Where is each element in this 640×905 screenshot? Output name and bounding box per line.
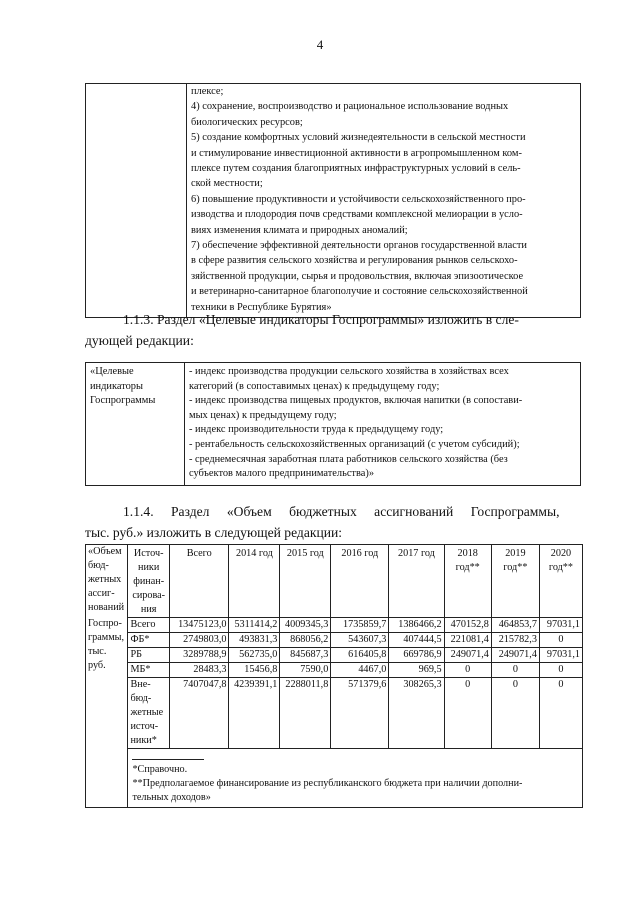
cell-2014: 15456,8 (229, 663, 280, 678)
indicator-line: - рентабельность сельскохозяйственных организаций (с учетом субсидий); (189, 438, 520, 450)
goals-line: в сфере развития сельского хозяйства и регулирования рынков сельскохо- (191, 255, 518, 267)
budget-notes (128, 749, 583, 808)
table-row (86, 648, 583, 663)
cell-2020: 97031,1 (539, 648, 582, 663)
cell-2015: 4009345,3 (280, 618, 331, 633)
cell-total: 2749803,0 (169, 633, 229, 648)
cell-total: 3289788,9 (169, 648, 229, 663)
header-2019 (491, 545, 539, 618)
indicators-label-line: Госпрограммы (90, 395, 156, 407)
cell-2018: 470152,8 (444, 618, 491, 633)
cell-2014: 562735,0 (229, 648, 280, 663)
cell-2016: 571379,6 (331, 678, 389, 749)
cell-2015: 2288011,8 (280, 678, 331, 749)
cell-2016: 616405,8 (331, 648, 389, 663)
header-2016: 2016 год (331, 545, 389, 618)
cell-2014: 5311414,2 (229, 618, 280, 633)
cell-2018: 0 (444, 678, 491, 749)
cell-total: 13475123,0 (169, 618, 229, 633)
footnote-1: *Справочно. (132, 764, 188, 775)
budget-label-line: граммы, (88, 632, 125, 643)
budget-label-line: жетных (88, 574, 122, 585)
budget-label-line: «Объем (88, 546, 122, 557)
cell-2019: 215782,3 (491, 633, 539, 648)
goals-table-label-cell (86, 84, 187, 318)
cell-2016: 1735859,7 (331, 618, 389, 633)
page-number: 4 (316, 37, 324, 52)
goals-line: 6) повышение продуктивности и устойчивости сельскохозяйственного про- (191, 193, 526, 205)
cell-2019: 0 (491, 678, 539, 749)
table-row (86, 618, 583, 633)
row-source-line: жетные (130, 707, 164, 718)
section-113-heading (85, 309, 581, 351)
header-2018-line: 2018 (457, 548, 478, 559)
goals-line: плексе; (191, 86, 224, 97)
section-114-heading (85, 501, 581, 543)
footnote-2-line2: тельных доходов» (132, 792, 211, 803)
goals-line: 5) создание комфортных условий жизнедеятельности в сельской местности (191, 132, 526, 144)
budget-label-line: Госпро- (88, 618, 122, 629)
goals-line: изводства и плодородия почв средствами комплексной мелиорации в усло- (191, 209, 523, 221)
indicator-line: - среднемесячная заработная плата работников сельского хозяйства (без (189, 453, 508, 465)
footnote-divider (132, 759, 204, 760)
header-source-line: сирова- (132, 590, 166, 601)
cell-2015: 7590,0 (280, 663, 331, 678)
goals-line: виях изменения климата и природных аномалий; (191, 224, 408, 236)
section-114-line2: тыс. руб.» изложить в следующей редакции: (85, 525, 343, 540)
header-source-line: Источ- (133, 548, 164, 559)
header-2014: 2014 год (229, 545, 280, 618)
goals-line: и стимулирование инвестиционной активности в агропромышленном ком- (191, 147, 522, 159)
header-source-line: ния (140, 604, 157, 615)
cell-total: 28483,3 (169, 663, 229, 678)
indicators-text-cell (185, 363, 581, 486)
goals-line: и ветеринарно-санитарное благополучие и состояние сельскохозяйственной (191, 286, 528, 298)
table-row (86, 678, 583, 749)
cell-2017: 969,5 (389, 663, 444, 678)
indicator-line: - индекс производительности труда к предыдущему году; (189, 424, 444, 436)
cell-2015: 868056,2 (280, 633, 331, 648)
section-113-line1: 1.1.3. Раздел «Целевые индикаторы Госпрограммы» изложить в сле- (123, 312, 519, 327)
cell-2019: 249071,4 (491, 648, 539, 663)
cell-2018: 221081,4 (444, 633, 491, 648)
row-source-line: бюд- (130, 693, 152, 704)
header-2015: 2015 год (280, 545, 331, 618)
budget-label-cell (86, 545, 128, 808)
budget-label-line: тыс. (88, 646, 107, 657)
budget-label-line: руб. (88, 660, 106, 671)
header-2017: 2017 год (389, 545, 444, 618)
goals-line: 7) обеспечение эффективной деятельности органов государственной власти (191, 240, 527, 252)
cell-2017: 669786,9 (389, 648, 444, 663)
cell-2018: 249071,4 (444, 648, 491, 663)
row-source: ФБ* (128, 633, 169, 648)
cell-2020: 0 (539, 678, 582, 749)
cell-2018: 0 (444, 663, 491, 678)
goals-line: зяйственной продукции, сырья и продовольствия, включая эпизоотическое (191, 270, 524, 282)
cell-2019: 464853,7 (491, 618, 539, 633)
goals-line: ской местности; (191, 178, 263, 190)
section-113-line2: дующей редакции: (85, 333, 194, 348)
table-row (86, 633, 583, 648)
cell-2017: 1386466,2 (389, 618, 444, 633)
indicator-line: - индекс производства пищевых продуктов, включая напитки (в сопостави- (189, 395, 523, 407)
goals-table (85, 83, 581, 318)
header-total: Всего (169, 545, 229, 618)
indicators-label-cell (86, 363, 185, 486)
header-2019-line: год** (503, 562, 528, 573)
cell-2016: 543607,3 (331, 633, 389, 648)
section-114-line1: 1.1.4. Раздел «Объем бюджетных ассигнований Госпрограммы, (123, 504, 560, 519)
goals-line: техники в Республике Бурятия» (191, 301, 332, 313)
row-source (128, 678, 169, 749)
cell-2019: 0 (491, 663, 539, 678)
row-source-line: источ- (130, 721, 159, 732)
goals-line: 4) сохранение, воспроизводство и рациональное использование водных (191, 101, 509, 113)
row-source: Всего (128, 618, 169, 633)
header-2020 (539, 545, 582, 618)
row-source-line: ники* (130, 735, 157, 746)
row-source: РБ (128, 648, 169, 663)
indicator-line: субъектов малого предпринимательства)» (189, 468, 375, 480)
cell-2020: 0 (539, 663, 582, 678)
header-source-line: финан- (133, 576, 165, 587)
budget-label-line: бюд- (88, 560, 109, 571)
budget-label-line: ассиг- (88, 588, 115, 599)
goals-line: биологических ресурсов; (191, 116, 303, 128)
budget-table (85, 544, 583, 808)
row-source: МБ* (128, 663, 169, 678)
indicators-label-line: «Целевые (90, 366, 134, 377)
cell-total: 7407047,8 (169, 678, 229, 749)
row-source-line: Вне- (130, 679, 151, 690)
cell-2016: 4467,0 (331, 663, 389, 678)
header-2019-line: 2019 (505, 548, 526, 559)
indicator-line: мых ценах) к предыдущему году; (189, 409, 337, 421)
cell-2015: 845687,3 (280, 648, 331, 663)
header-2020-line: год** (548, 562, 573, 573)
header-source-line: ники (138, 562, 160, 573)
header-source (128, 545, 169, 618)
cell-2017: 407444,5 (389, 633, 444, 648)
header-2018 (444, 545, 491, 618)
indicator-line: категорий (в сопоставимых ценах) к предыдущему году; (189, 380, 440, 392)
goals-table-text-cell (187, 84, 581, 318)
goals-line: плексе путем создания благоприятных инфраструктурных условий в сель- (191, 163, 521, 175)
cell-2020: 0 (539, 633, 582, 648)
table-row (86, 663, 583, 678)
cell-2014: 493831,3 (229, 633, 280, 648)
header-2018-line: год** (455, 562, 480, 573)
indicator-line: - индекс производства продукции сельского хозяйства в хозяйствах всех (189, 366, 509, 377)
budget-label-line: нований (88, 602, 125, 613)
indicators-label-line: индикаторы (90, 380, 143, 392)
footnote-2-line1: **Предполагаемое финансирование из республиканского бюджета при наличии дополни- (132, 778, 523, 789)
cell-2020: 97031,1 (539, 618, 582, 633)
indicators-table (85, 362, 581, 486)
cell-2017: 308265,3 (389, 678, 444, 749)
cell-2014: 4239391,1 (229, 678, 280, 749)
header-2020-line: 2020 (550, 548, 572, 559)
